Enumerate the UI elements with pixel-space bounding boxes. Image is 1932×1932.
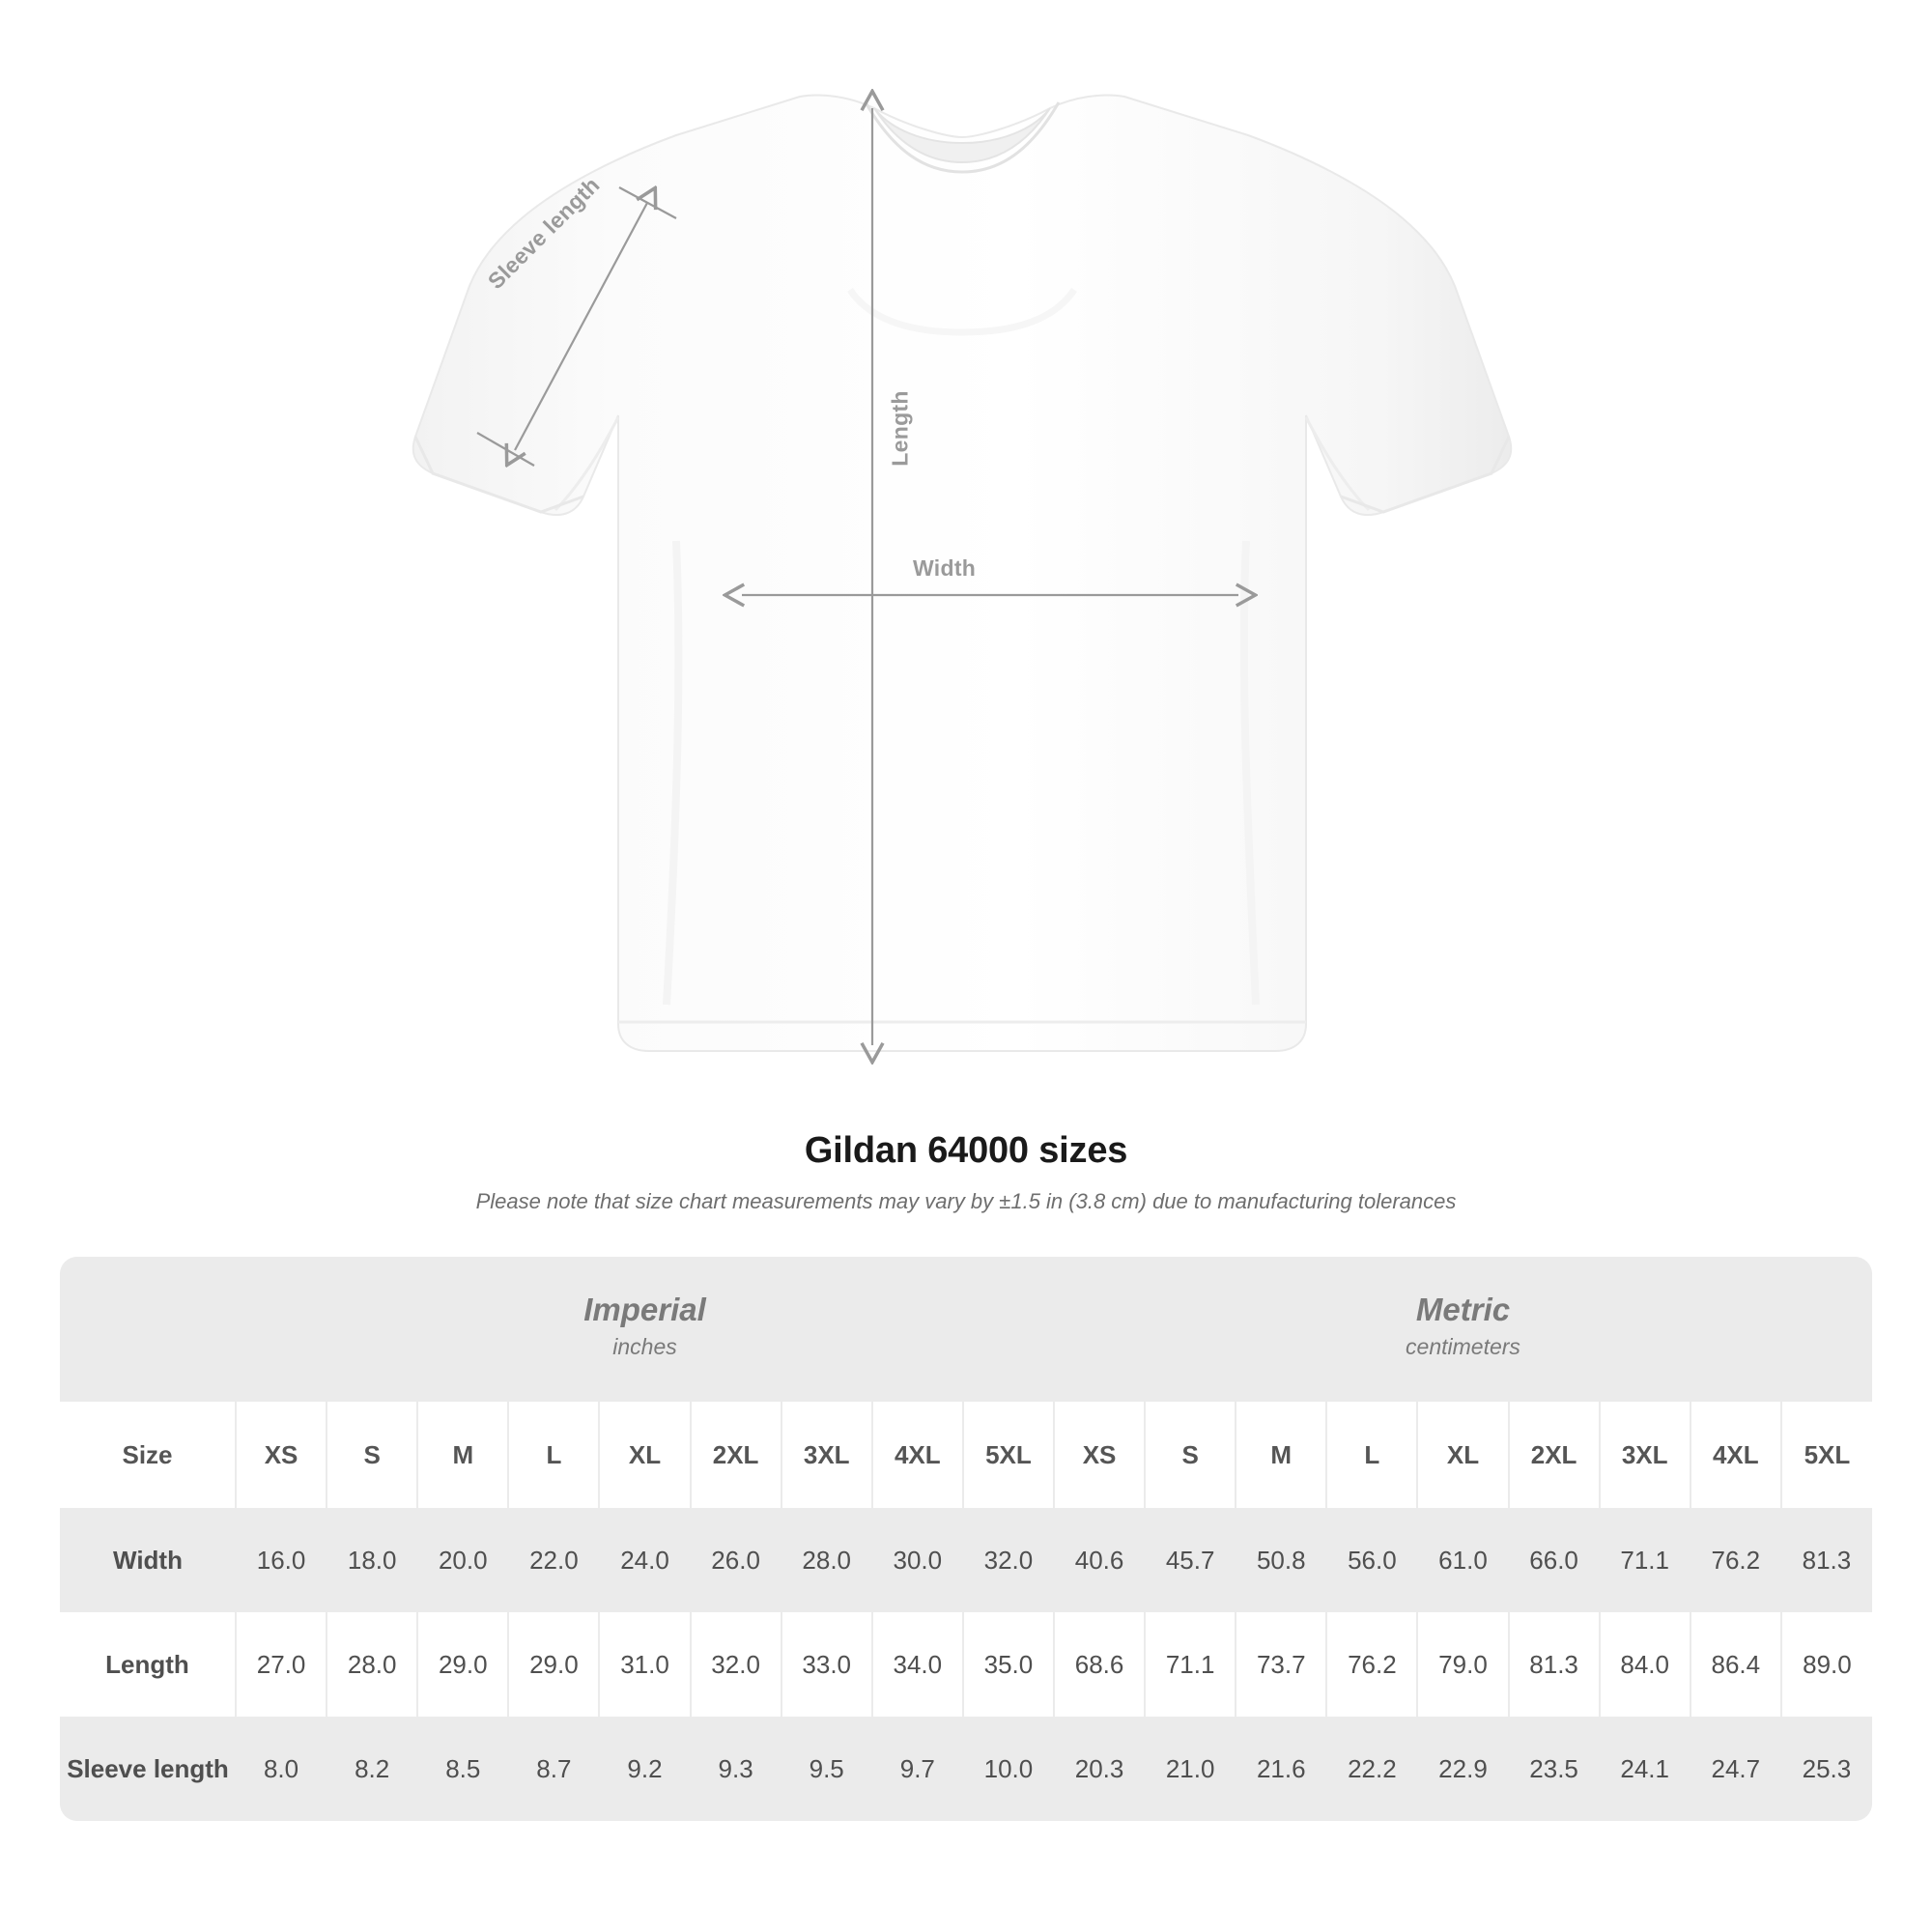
system-header-imperial — [236, 1257, 1054, 1402]
cell-width-imperial-2xl: 26.0 — [691, 1508, 781, 1612]
cell-sleeve-imperial-xs: 8.0 — [236, 1717, 327, 1821]
cell-sleeve-metric-l: 22.2 — [1326, 1717, 1417, 1821]
cell-width-imperial-xs: 16.0 — [236, 1508, 327, 1612]
size-header-metric-s: S — [1145, 1402, 1236, 1508]
size-header-imperial-4xl: 4XL — [872, 1402, 963, 1508]
cell-width-imperial-l: 22.0 — [508, 1508, 599, 1612]
cell-sleeve-imperial-s: 8.2 — [327, 1717, 417, 1821]
cell-sleeve-metric-xs: 20.3 — [1054, 1717, 1145, 1821]
cell-sleeve-imperial-xl: 9.2 — [599, 1717, 690, 1821]
cell-length-imperial-5xl: 35.0 — [963, 1612, 1054, 1717]
cell-width-metric-xs: 40.6 — [1054, 1508, 1145, 1612]
size-header-imperial-3xl: 3XL — [781, 1402, 872, 1508]
cell-sleeve-metric-xl: 22.9 — [1417, 1717, 1508, 1821]
cell-width-imperial-5xl: 32.0 — [963, 1508, 1054, 1612]
imperial-system-unit: inches — [612, 1334, 677, 1360]
size-header-imperial-xs: XS — [236, 1402, 327, 1508]
cell-sleeve-metric-5xl: 25.3 — [1781, 1717, 1872, 1821]
row-label-width: Width — [60, 1508, 236, 1612]
table-row — [60, 1612, 1872, 1717]
size-header-imperial-m: M — [417, 1402, 508, 1508]
cell-width-metric-3xl: 71.1 — [1600, 1508, 1690, 1612]
cell-width-imperial-m: 20.0 — [417, 1508, 508, 1612]
chart-title: Gildan 64000 sizes — [804, 1130, 1128, 1171]
cell-length-imperial-4xl: 34.0 — [872, 1612, 963, 1717]
row-label-length: Length — [60, 1612, 236, 1717]
size-header-metric-l: L — [1326, 1402, 1417, 1508]
size-header-imperial-5xl: 5XL — [963, 1402, 1054, 1508]
cell-length-metric-2xl: 81.3 — [1509, 1612, 1600, 1717]
cell-width-metric-xl: 61.0 — [1417, 1508, 1508, 1612]
imperial-system-name: Imperial — [583, 1291, 706, 1327]
cell-width-metric-5xl: 81.3 — [1781, 1508, 1872, 1612]
table-row — [60, 1717, 1872, 1821]
size-header-metric-xl: XL — [1417, 1402, 1508, 1508]
cell-sleeve-metric-4xl: 24.7 — [1690, 1717, 1781, 1821]
cell-length-imperial-xl: 31.0 — [599, 1612, 690, 1717]
cell-width-metric-m: 50.8 — [1236, 1508, 1326, 1612]
table-row — [60, 1508, 1872, 1612]
cell-length-imperial-3xl: 33.0 — [781, 1612, 872, 1717]
table-size-header-row — [60, 1402, 1872, 1508]
size-header-metric-xs: XS — [1054, 1402, 1145, 1508]
sleeve-length-dimension-label: Sleeve length — [482, 172, 605, 295]
cell-sleeve-metric-s: 21.0 — [1145, 1717, 1236, 1821]
table-system-header-row — [60, 1257, 1872, 1402]
size-header-label: Size — [60, 1402, 236, 1508]
cell-sleeve-imperial-l: 8.7 — [508, 1717, 599, 1821]
size-table — [60, 1257, 1872, 1821]
metric-system-unit: centimeters — [1406, 1334, 1520, 1360]
size-header-metric-3xl: 3XL — [1600, 1402, 1690, 1508]
size-header-metric-m: M — [1236, 1402, 1326, 1508]
cell-length-metric-l: 76.2 — [1326, 1612, 1417, 1717]
cell-sleeve-imperial-5xl: 10.0 — [963, 1717, 1054, 1821]
cell-sleeve-metric-2xl: 23.5 — [1509, 1717, 1600, 1821]
size-header-imperial-s: S — [327, 1402, 417, 1508]
cell-length-metric-3xl: 84.0 — [1600, 1612, 1690, 1717]
cell-width-imperial-4xl: 30.0 — [872, 1508, 963, 1612]
size-header-imperial-2xl: 2XL — [691, 1402, 781, 1508]
system-header-spacer — [60, 1257, 236, 1402]
cell-length-metric-5xl: 89.0 — [1781, 1612, 1872, 1717]
size-header-imperial-l: L — [508, 1402, 599, 1508]
size-header-metric-2xl: 2XL — [1509, 1402, 1600, 1508]
cell-sleeve-imperial-4xl: 9.7 — [872, 1717, 963, 1821]
cell-width-imperial-s: 18.0 — [327, 1508, 417, 1612]
size-header-metric-5xl: 5XL — [1781, 1402, 1872, 1508]
chart-subtitle: Please note that size chart measurements may vary by ±1.5 in (3.8 cm) due to manufacturing tolerances — [475, 1189, 1457, 1213]
cell-width-metric-l: 56.0 — [1326, 1508, 1417, 1612]
cell-length-metric-m: 73.7 — [1236, 1612, 1326, 1717]
cell-length-imperial-m: 29.0 — [417, 1612, 508, 1717]
metric-system-name: Metric — [1415, 1291, 1511, 1327]
cell-sleeve-imperial-3xl: 9.5 — [781, 1717, 872, 1821]
cell-sleeve-imperial-2xl: 9.3 — [691, 1717, 781, 1821]
cell-length-imperial-2xl: 32.0 — [691, 1612, 781, 1717]
system-header-metric — [1054, 1257, 1872, 1402]
cell-length-metric-4xl: 86.4 — [1690, 1612, 1781, 1717]
cell-width-imperial-xl: 24.0 — [599, 1508, 690, 1612]
cell-width-metric-2xl: 66.0 — [1509, 1508, 1600, 1612]
cell-width-metric-s: 45.7 — [1145, 1508, 1236, 1612]
cell-sleeve-metric-m: 21.6 — [1236, 1717, 1326, 1821]
length-dimension-label: Length — [887, 390, 913, 467]
cell-length-metric-s: 71.1 — [1145, 1612, 1236, 1717]
cell-length-imperial-s: 28.0 — [327, 1612, 417, 1717]
cell-length-imperial-l: 29.0 — [508, 1612, 599, 1717]
width-dimension-label: Width — [913, 555, 977, 581]
cell-length-metric-xl: 79.0 — [1417, 1612, 1508, 1717]
size-header-metric-4xl: 4XL — [1690, 1402, 1781, 1508]
size-header-imperial-xl: XL — [599, 1402, 690, 1508]
cell-length-metric-xs: 68.6 — [1054, 1612, 1145, 1717]
cell-sleeve-metric-3xl: 24.1 — [1600, 1717, 1690, 1821]
cell-width-imperial-3xl: 28.0 — [781, 1508, 872, 1612]
size-table-container — [60, 1257, 1872, 1821]
cell-sleeve-imperial-m: 8.5 — [417, 1717, 508, 1821]
cell-width-metric-4xl: 76.2 — [1690, 1508, 1781, 1612]
row-label-sleeve-length: Sleeve length — [60, 1717, 236, 1821]
cell-length-imperial-xs: 27.0 — [236, 1612, 327, 1717]
